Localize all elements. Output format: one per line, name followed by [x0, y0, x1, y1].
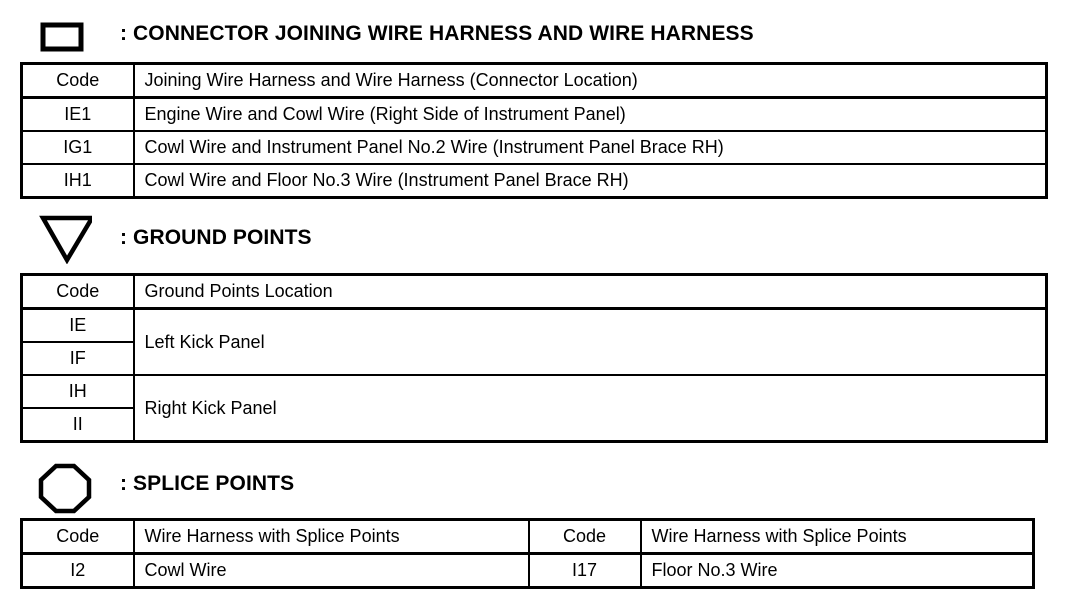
header-wire-harness: Wire Harness with Splice Points [134, 520, 529, 554]
splice-section-header [38, 462, 294, 506]
table-header-row [22, 64, 1047, 98]
header-code: Code [22, 520, 134, 554]
splice-wire-harness: Cowl Wire [134, 554, 529, 588]
ground-code: IE [22, 309, 134, 343]
header-code: Code [22, 275, 134, 309]
ground-code: IF [22, 342, 134, 375]
table-row [22, 375, 1047, 408]
octagon-icon [38, 462, 92, 506]
table-row [22, 98, 1047, 132]
splice-code: I2 [22, 554, 134, 588]
splice-code: I17 [529, 554, 641, 588]
connector-code: IG1 [22, 131, 134, 164]
connector-section-header [38, 12, 754, 56]
ground-section-header [38, 216, 312, 260]
splice-wire-harness: Floor No.3 Wire [641, 554, 1034, 588]
splice-heading: : SPLICE POINTS [120, 472, 295, 495]
header-code: Code [22, 64, 134, 98]
table-row [22, 164, 1047, 198]
connector-description: Cowl Wire and Instrument Panel No.2 Wire (Instrument Panel Brace RH) [134, 131, 1047, 164]
ground-table [20, 273, 1048, 443]
ground-heading: : GROUND POINTS [120, 226, 312, 249]
splice-table [20, 518, 1035, 589]
ground-code: IH [22, 375, 134, 408]
header-location: Ground Points Location [134, 275, 1047, 309]
table-header-row [22, 275, 1047, 309]
table-row [22, 309, 1047, 343]
ground-location: Left Kick Panel [134, 309, 1047, 376]
connector-description: Cowl Wire and Floor No.3 Wire (Instrument Panel Brace RH) [134, 164, 1047, 198]
inverted-triangle-icon [38, 216, 92, 260]
connector-code: IE1 [22, 98, 134, 132]
table-row [22, 131, 1047, 164]
connector-heading: : CONNECTOR JOINING WIRE HARNESS AND WIRE HARNESS [120, 22, 754, 45]
header-wire-harness: Wire Harness with Splice Points [641, 520, 1034, 554]
header-code: Code [529, 520, 641, 554]
header-description: Joining Wire Harness and Wire Harness (Connector Location) [134, 64, 1047, 98]
ground-code: II [22, 408, 134, 442]
connector-code: IH1 [22, 164, 134, 198]
connector-description: Engine Wire and Cowl Wire (Right Side of Instrument Panel) [134, 98, 1047, 132]
connector-table [20, 62, 1048, 199]
table-row [22, 554, 1034, 588]
ground-location: Right Kick Panel [134, 375, 1047, 442]
table-header-row [22, 520, 1034, 554]
square-outline-icon [38, 12, 92, 56]
